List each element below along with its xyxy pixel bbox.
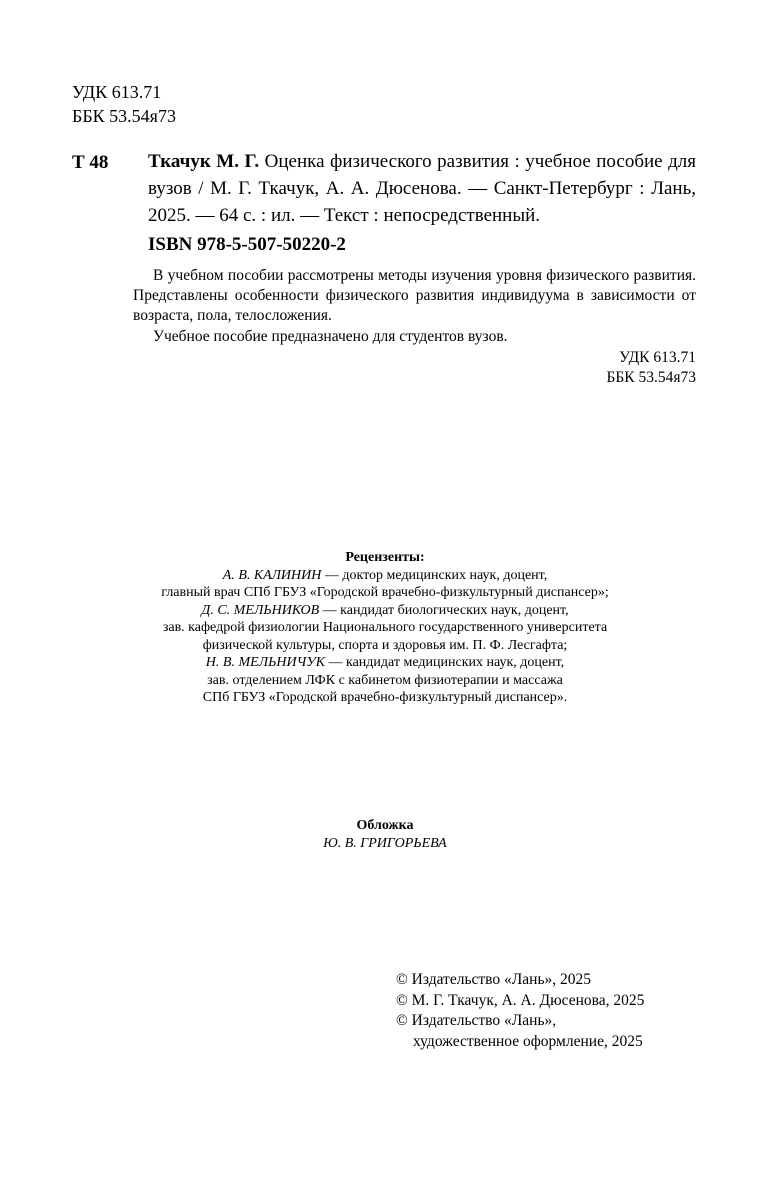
reviewer-3-degree: — кандидат медицинских наук, доцент,	[325, 655, 565, 670]
annotation	[133, 266, 696, 347]
annotation-paragraph-2: Учебное пособие предназначено для студентов вузов.	[153, 328, 508, 345]
annotation-classification	[560, 348, 696, 388]
annotation-bbk: ББК 53.54я73	[606, 369, 696, 386]
reviewer-1-position: главный врач СПб ГБУЗ «Городской врачебно-физкультурный диспансер»;	[161, 585, 609, 600]
cover-designer: Ю. В. ГРИГОРЬЕВА	[323, 835, 447, 851]
record-author: Ткачук М. Г.	[148, 151, 260, 172]
reviewers-block	[100, 549, 670, 707]
annotation-paragraph-1: В учебном пособии рассмотрены методы изучения уровня физического развития. Представлены особенности физического развития индивидуума в зависимости от возраста, пола, телосложения.	[133, 267, 696, 324]
cover-block	[200, 817, 570, 852]
copyright-block	[396, 970, 644, 1052]
reviewer-2-position-2: физической культуры, спорта и здоровья им. П. Ф. Лесгафта;	[202, 637, 568, 653]
annotation-udk: УДК 613.71	[619, 349, 696, 366]
isbn: ISBN 978-5-507-50220-2	[148, 234, 346, 255]
reviewer-2-position-1: зав. кафедрой физиологии Национального государственного университета	[162, 620, 608, 635]
reviewer-1-degree: — доктор медицинских наук, доцент,	[321, 567, 548, 583]
bibliographic-description	[148, 148, 696, 229]
reviewer-2-first-line	[100, 602, 670, 620]
record-description: Оценка физического развития : учебное пособие для вузов / М. Г. Ткачук, А. А. Дюсенова. — Санкт-Петербург : Лань, 2025. — 64 с. : ил. — Текст : непосредственный.	[148, 151, 696, 226]
reviewer-1-first-line	[100, 567, 670, 585]
reviewer-3-name: Н. В. МЕЛЬНИЧУК	[205, 655, 325, 670]
copyright-line-4: художественное оформление, 2025	[413, 1032, 643, 1050]
copyright-line-1: © Издательство «Лань», 2025	[396, 971, 592, 988]
copyright-line-3: © Издательство «Лань»,	[396, 1012, 557, 1029]
bbk-code: ББК 53.54я73	[72, 106, 176, 126]
reviewer-2-degree: — кандидат биологических наук, доцент,	[319, 602, 569, 618]
reviewer-3-position-2: СПб ГБУЗ «Городской врачебно-физкультурный диспансер».	[202, 690, 568, 705]
reviewer-3-position-1: зав. отделением ЛФК с кабинетом физиотерапии и массажа	[207, 672, 563, 688]
reviewer-2-name: Д. С. МЕЛЬНИКОВ	[201, 602, 320, 618]
author-mark: Т 48	[72, 152, 109, 173]
cover-heading: Обложка	[356, 818, 414, 833]
reviewer-3-first-line	[100, 654, 670, 672]
udk-code: УДК 613.71	[72, 82, 162, 102]
copyright-line-2: © М. Г. Ткачук, А. А. Дюсенова, 2025	[396, 991, 645, 1009]
top-classification	[72, 80, 176, 128]
reviewers-heading: Рецензенты:	[345, 550, 425, 565]
reviewer-1-name: А. В. КАЛИНИН	[222, 567, 322, 583]
